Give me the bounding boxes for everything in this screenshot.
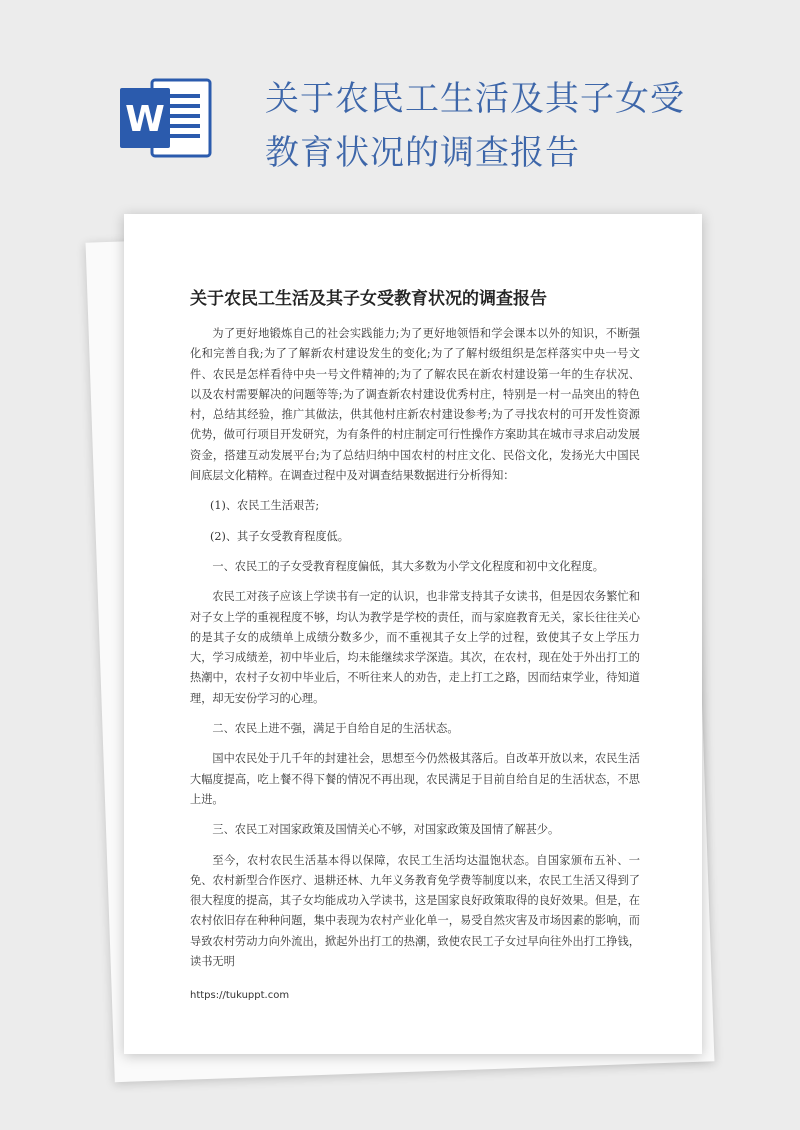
section-heading-2: 二、农民上进不强，满足于自给自足的生活状态。 [212,722,459,736]
paragraph-section-2: 国中农民处于几千年的封建社会，思想至今仍然极其落后。自改革开放以来，农民生活大幅度提高，吃上餐不得下餐的情况不再出现，农民满足于目前自给自足的生活状态，不思上进。 [190,752,640,806]
document-body [190,324,640,982]
paragraph-section-3: 至今，农村农民生活基本得以保障，农民工生活均达温饱状态。自国家颁布五补、一免、农村新型合作医疗、退耕还林、九年义务教育免学费等制度以来，农民工生活又得到了很大程度的提高，其子女均能成功入学读书，这是国家良好政策取得的良好效果。但是，在农村依旧存在种种问题，集中表现为农村产业化单一，易受自然灾害及市场因素的影响，而导致农村劳动力向外流出，掀起外出打工的热潮，致使农民工子女过早向往外出打工挣钱，读书无明 [190,853,640,969]
section-heading-1: 一、农民工的子女受教育程度偏低，其大多数为小学文化程度和初中文化程度。 [212,559,604,573]
word-document-icon [118,74,214,162]
word-icon-letter: W [125,99,165,140]
document-page [124,214,702,1054]
footer-url: https://tukuppt.com [190,990,290,1001]
paragraph-finding-1: (1)、农民工生活艰苦; [210,499,320,513]
paragraph-section-1: 农民工对孩子应该上学读书有一定的认识，也非常支持其子女读书，但是因农务繁忙和对子女上学的重视程度不够，均认为教学是学校的责任，而与家庭教育无关，家长往往关心的是其子女的成绩单上成绩分数多少，而不重视其子女上学的过程，致使其子女上学压力大，学习成绩差，初中毕业后，均未能继续求学深造。其次，在农村，现在处于外出打工的热潮中，农村子女初中毕业后，不听往来人的劝告，走上打工之路，因而结束学业，待知道理，却无安份学习的心理。 [190,590,640,705]
document-title: 关于农民工生活及其子女受教育状况的调查报告 [190,289,547,309]
header-title: 关于农民工生活及其子女受教育状况的调查报告 [265,79,685,173]
paragraph-finding-2: (2)、其子女受教育程度低。 [210,529,349,543]
paragraph-intro: 为了更好地锻炼自己的社会实践能力;为了更好地领悟和学会课本以外的知识，不断强化和完善自我;为了了解新农村建设发生的变化;为了了解村级组织是怎样落实中央一号文件、农民是怎样看待中央一号文件精神的;为了了解农民在新农村建设第一年的生存状况、以及农村需要解决的问题等等;为了调查新农村建设优秀村庄，特别是一村一品突出的特色村，总结其经验，推广其做法，供其他村庄新农村建设参考;为了寻找农村的可开发性资源优势，做可行项目开发研究，为有条件的村庄制定可行性操作方案助其在城市寻求启动发展资金，搭建互动发展平台;为了总结归纳中国农村的村庄文化、民俗文化，发扬光大中国民间底层文化精粹。在调查过程中及对调查结果数据进行分析得知： [190,327,640,483]
section-heading-3: 三、农民工对国家政策及国情关心不够，对国家政策及国情了解甚少。 [212,823,560,837]
